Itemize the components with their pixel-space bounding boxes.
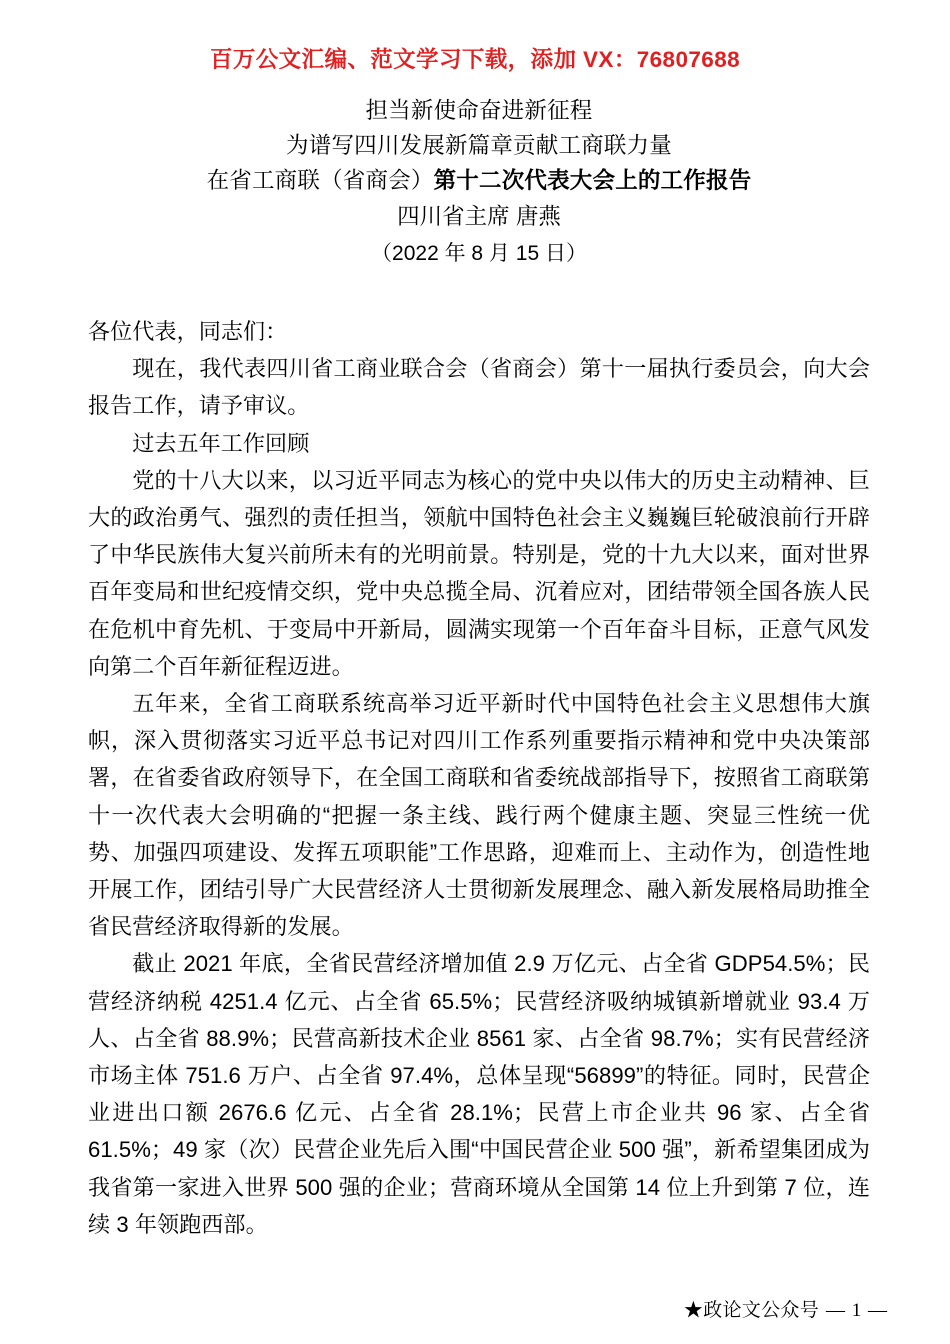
paragraph-3: 五年来，全省工商联系统高举习近平新时代中国特色社会主义思想伟大旗帜，深入贯彻落实习近平总书记对四川工作系列重要指示精神和党中央决策部署，在省委省政府领导下，在全国工商联和省委统战部指导下，按照省工商联第十一次代表大会明确的“把握一条主线、践行两个健康主题、突显三性统一优势、加强四项建设、发挥五项职能”工作思路，迎难而上、主动作为，创造性地开展工作，团结引导广大民营经济人士贯彻新发展理念、融入新发展格局助推全省民营经济取得新的发展。: [88, 691, 870, 940]
footer-page-number: — 1 —: [826, 1300, 888, 1321]
document-author: 四川省主席 唐燕: [397, 204, 561, 229]
page-footer: [0, 1298, 950, 1324]
title-line-2: 为谱写四川发展新篇章贡献工商联力量: [286, 133, 672, 158]
salutation-paragraph: 各位代表，同志们：: [88, 319, 288, 344]
paragraph-2: 党的十八大以来，以习近平同志为核心的党中央以伟大的历史主动精神、巨大的政治勇气、强烈的责任担当，领航中国特色社会主义巍巍巨轮破浪前行开辟了中华民族伟大复兴前所未有的光明前景。特别是，党的十九大以来，面对世界百年变局和世纪疫情交织，党中央总揽全局、沉着应对，团结带领全国各族人民在危机中育先机、于变局中开新局，圆满实现第一个百年奋斗目标，正意气风发向第二个百年新征程迈进。: [88, 467, 870, 679]
title-line-3-bold: 第十二次代表大会上的工作报告: [433, 168, 752, 193]
paragraph-1: 现在，我代表四川省工商业联合会（省商会）第十一届执行委员会，向大会报告工作，请予审议。: [88, 356, 870, 419]
document-body: [88, 313, 870, 1243]
title-line-3: [88, 163, 870, 198]
section-heading-1: 过去五年工作回顾: [132, 430, 310, 456]
title-line-3-normal: 在省工商联（省商会）: [206, 168, 434, 193]
document-date: （2022 年 8 月 15 日）: [371, 242, 587, 265]
paragraph-4-statistics: 截止 2021 年底，全省民营经济增加值 2.9 万亿元、占全省 GDP54.5%；民营经济纳税 4251.4 亿元、占全省 65.5%；民营经济吸纳城镇新增就业 93.4 万人、占全省 88.9%；民营高新技术企业 8561 家、占全省 98.7%；实有民营经济市场主体 751.6 万户、占全省 97.4%，总体呈现“56899”的特征。同时，民营企业进出口额 2676.6 亿元、占全省 28.1%；民营上市企业共 96 家、占全省 61.5%；49 家（次）民营企业先后入围“中国民营企业 500 强”，新希望集团成为我省第一家进入世界 500 强的企业；营商环境从全国第 14 位上升到第 7 位，连续 3 年领跑西部。: [88, 951, 870, 1237]
title-line-1: 担当新使命奋进新征程: [365, 98, 593, 123]
promo-banner-text: 百万公文汇编、范文学习下载，添加 VX：76807688: [209, 47, 741, 72]
footer-watermark: ★政论文公众号: [683, 1300, 819, 1321]
document-title-block: [88, 93, 870, 272]
